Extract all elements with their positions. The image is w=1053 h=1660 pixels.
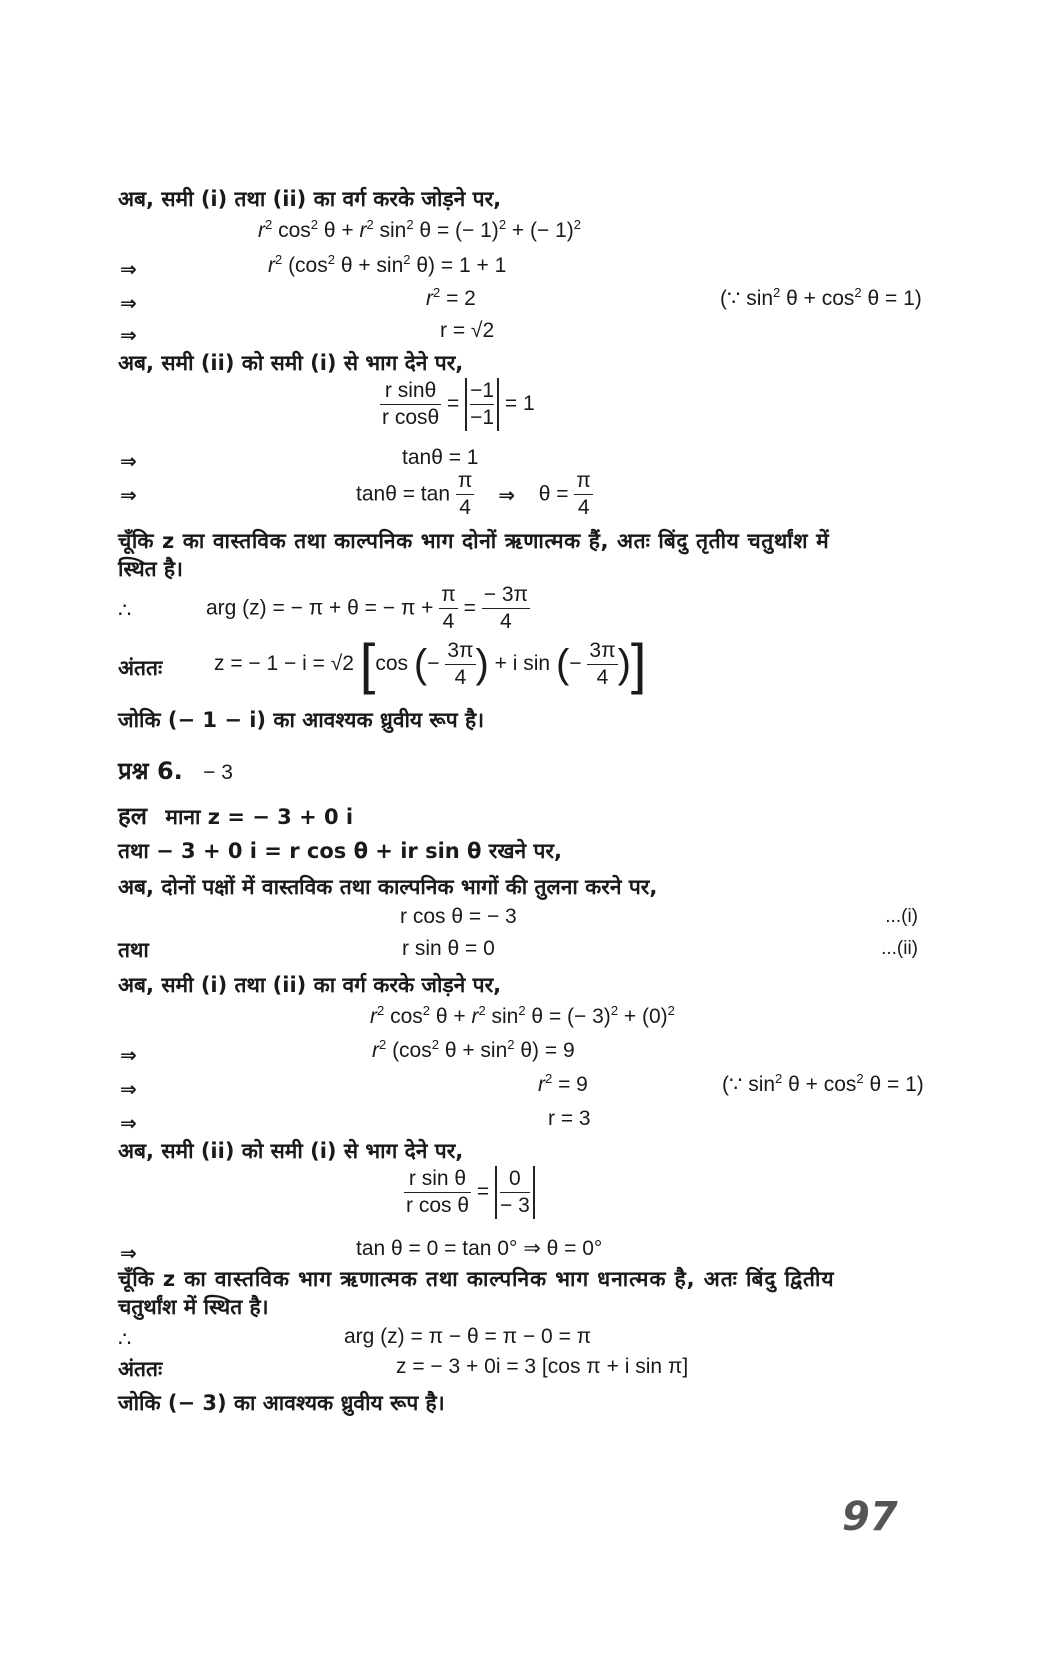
question-heading: प्रश्न 6. − 3 [118, 757, 233, 785]
implies-arrow: ⇒ [120, 449, 137, 473]
equation: $r^2$ ($\cos^2$ $\theta + \sin^2 \theta) = 1 + 1$ [268, 252, 507, 277]
text-line: तथा [118, 938, 149, 962]
text-line: जोकि (− 3) का आवश्यक ध्रुवीय रूप है। [118, 1391, 445, 1415]
absolute-value: $\frac{-1}{-1}$ [465, 378, 499, 431]
equation: $r^2 = 2$ [426, 285, 476, 310]
page-number: 97 [842, 1494, 898, 1540]
text-line: चूँकि z का वास्तविक भाग ऋणात्मक तथा काल्पनिक भाग धनात्मक है, अतः बिंदु द्वितीय [118, 1267, 835, 1291]
equation: $r^2 = 9$ [538, 1071, 588, 1096]
equation: r sin θ = 0 [402, 937, 495, 960]
equation-note: (∵ $\sin^2 \theta + \cos^2 \theta = 1$) [722, 1071, 924, 1096]
text-line: स्थित है। [118, 557, 183, 581]
text-line: अब, समी (ii) को समी (i) से भाग देने पर, [118, 351, 464, 375]
equation: r = 3 [548, 1107, 591, 1130]
therefore-symbol: ∴ [118, 1328, 132, 1351]
implies-arrow: ⇒ [120, 1077, 137, 1101]
text-line: अंततः [118, 656, 163, 680]
text-line: अंततः [118, 1357, 163, 1381]
implies-arrow: ⇒ [120, 257, 137, 281]
fraction: $\frac{\text{r sin θ}}{\text{r cos θ}}$ [406, 1167, 470, 1217]
implies-arrow: ⇒ [120, 323, 137, 347]
fraction-equation: $\frac{\text{r sin θ}}{\text{r cos θ}}$ = $\frac{0}{- 3}$ [404, 1166, 535, 1219]
therefore-symbol: ∴ [118, 599, 132, 622]
equation: $r^2$ $\cos^2 \theta + r^2$ $\sin^2 \theta$ = (− $3)^2 + (0)^2$ [370, 1003, 675, 1028]
equation-number: ...(i) [885, 906, 918, 927]
fraction-equation: $\frac{\text{r sinθ}}{\text{r cosθ}}$ = $\frac{-1}{-1}$ = 1 [382, 379, 535, 429]
equation: z = − 3 + 0i = 3 [cos π + i sin π] [396, 1355, 689, 1378]
equation-number: ...(ii) [881, 938, 918, 959]
equation: arg (z) = π − θ = π − 0 = π [344, 1325, 592, 1348]
equation: tanθ = tan $\frac{\pi}{4}$ ⇒ θ = $\frac{\pi}{4}$ [356, 469, 591, 519]
implies-arrow: ⇒ [120, 1241, 137, 1265]
text-line: अब, समी (i) तथा (ii) का वर्ग करके जोड़ने पर, [118, 187, 502, 211]
fraction: $\frac{\text{r sinθ}}{\text{r cosθ}}$ [382, 379, 440, 429]
equation-note: (∵ $\sin^2 \theta + \cos^2 \theta = 1$) [720, 285, 922, 310]
text-line: जोकि (− 1 − i) का आवश्यक ध्रुवीय रूप है। [118, 708, 485, 732]
equation: $r^2$ ($\cos^2$ $\theta + \sin^2 \theta) = 9$ [372, 1037, 575, 1062]
equation: arg (z) = − π + θ = − π + $\frac{\pi}{4}$ = $\frac{- 3\pi}{4}$ [206, 583, 528, 633]
implies-arrow: ⇒ [120, 483, 137, 507]
equation: $r^2$ $\cos^2 \theta + r^2$ $\sin^2 \theta$ = (− 1)$^2$ + (− 1)$^2$ [258, 217, 581, 242]
implies-arrow: ⇒ [120, 1111, 137, 1135]
text-line: अब, समी (i) तथा (ii) का वर्ग करके जोड़ने पर, [118, 973, 502, 997]
text-line: चतुर्थांश में स्थित है। [118, 1295, 269, 1319]
equation: tanθ = 1 [402, 446, 479, 469]
equation: r cos θ = − 3 [400, 905, 517, 928]
equation: z = − 1 − i = √2 [cos (− $\frac{3\pi}{4}$ ) + i sin (− $\frac{3\pi}{4}$ )] [214, 632, 647, 695]
equation: r = √2 [440, 319, 495, 342]
text-line: अब, समी (ii) को समी (i) से भाग देने पर, [118, 1139, 464, 1163]
text-line: चूँकि z का वास्तविक तथा काल्पनिक भाग दोनों ऋणात्मक हैं, अतः बिंदु तृतीय चतुर्थांश में [118, 529, 830, 553]
text-line: तथा − 3 + 0 i = r cos θ + ir sin θ रखने पर, [118, 839, 563, 863]
absolute-value: $\frac{0}{- 3}$ [495, 1166, 535, 1219]
implies-arrow: ⇒ [120, 291, 137, 315]
text-line: अब, दोनों पक्षों में वास्तविक तथा काल्पनिक भागों की तुलना करने पर, [118, 875, 658, 899]
implies-arrow: ⇒ [120, 1043, 137, 1067]
equation: tan θ = 0 = tan 0° ⇒ θ = 0° [356, 1237, 603, 1260]
solution-line: हल माना z = − 3 + 0 i [118, 802, 354, 830]
